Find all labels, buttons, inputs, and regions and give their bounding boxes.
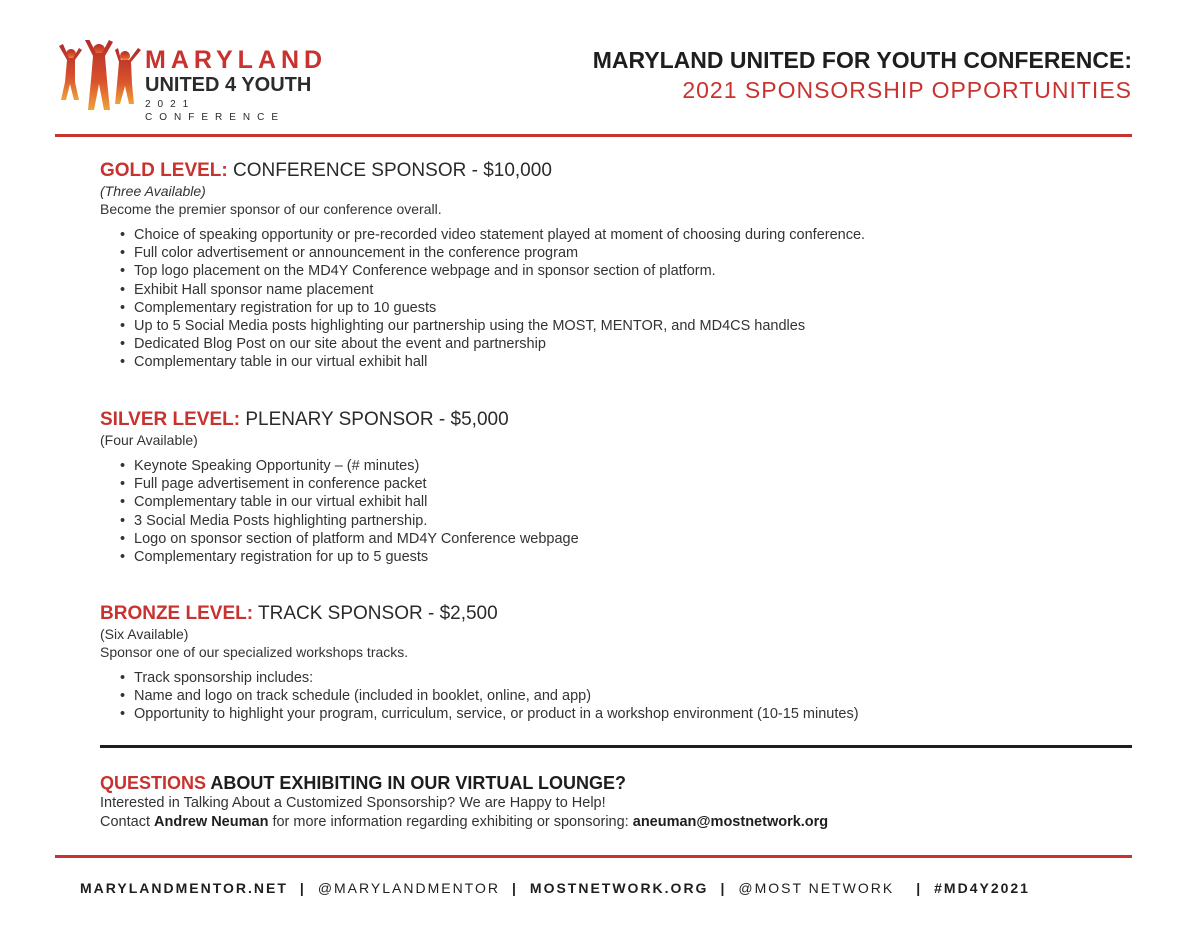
- gold-level-name: CONFERENCE SPONSOR - $10,000: [233, 160, 552, 181]
- gold-availability: (Three Available): [100, 183, 206, 199]
- list-item: • Opportunity to highlight your program, curriculum, service, or product in a workshop environment (10-15 minutes): [120, 705, 1140, 723]
- list-item: • Complementary table in our virtual exhibit hall: [120, 493, 1140, 511]
- bronze-description: Sponsor one of our specialized workshops tracks.: [100, 644, 409, 660]
- footer: [80, 880, 1030, 896]
- footer-handle-most-network[interactable]: @MOST NETWORK: [738, 880, 895, 896]
- contact-name: Andrew Neuman: [154, 814, 269, 830]
- list-item: • Top logo placement on the MD4Y Conference webpage and in sponsor section of platform.: [120, 262, 1140, 280]
- logo-line-united: UNITED 4 YOUTH: [145, 74, 312, 96]
- list-item: • Complementary registration for up to 10 guests: [120, 299, 1140, 317]
- list-item: • Full page advertisement in conference packet: [120, 475, 1140, 493]
- contact-email-link[interactable]: aneuman@mostnetwork.org: [632, 814, 829, 830]
- list-item: • Choice of speaking opportunity or pre-recorded video statement played at moment of choosing during conference.: [120, 226, 1140, 244]
- list-item: • Full color advertisement or announcement in the conference program: [120, 244, 1140, 262]
- footer-separator: |: [299, 880, 306, 896]
- bronze-level-label: BRONZE LEVEL:: [100, 603, 254, 624]
- bottom-divider: [55, 855, 1132, 858]
- gold-description: Become the premier sponsor of our conference overall.: [100, 201, 442, 217]
- footer-separator: |: [511, 880, 518, 896]
- jumping-figures-logo-icon: [55, 40, 143, 115]
- questions-heading-rest: ABOUT EXHIBITING IN OUR VIRTUAL LOUNGE?: [210, 773, 627, 793]
- bronze-benefits-list: [100, 669, 1140, 724]
- logo-line-conference: 2021 CONFERENCE: [145, 99, 286, 123]
- bronze-level-heading: [100, 603, 1140, 625]
- silver-level-heading: [100, 409, 1140, 431]
- page-header: [593, 45, 1132, 105]
- footer-separator: |: [916, 880, 923, 896]
- silver-level-label: SILVER LEVEL:: [100, 409, 241, 430]
- top-divider: [55, 134, 1132, 137]
- list-item: • Up to 5 Social Media posts highlighting our partnership using the MOST, MENTOR, and MD4CS handles: [120, 317, 1140, 335]
- footer-handle-marylandmentor[interactable]: @MARYLANDMENTOR: [317, 880, 500, 896]
- page-title: MARYLAND UNITED FOR YOUTH CONFERENCE:: [592, 47, 1132, 73]
- list-item: • 3 Social Media Posts highlighting partnership.: [120, 512, 1140, 530]
- contact-line: [100, 813, 1140, 832]
- list-item: • Complementary registration for up to 5 guests: [120, 548, 1140, 566]
- questions-heading: [100, 772, 1140, 794]
- conference-logo: [55, 40, 345, 123]
- questions-intro: Interested in Talking About a Customized Sponsorship? We are Happy to Help!: [100, 795, 606, 811]
- silver-level-section: [100, 409, 1140, 566]
- silver-benefits-list: [100, 457, 1140, 566]
- silver-level-name: PLENARY SPONSOR - $5,000: [245, 409, 509, 430]
- page-subtitle: 2021 SPONSORSHIP OPPORTUNITIES: [682, 77, 1132, 103]
- gold-benefits-list: [100, 226, 1140, 372]
- list-item: • Logo on sponsor section of platform and MD4Y Conference webpage: [120, 530, 1140, 548]
- footer-link-marylandmentor[interactable]: MARYLANDMENTOR.NET: [80, 880, 288, 896]
- bronze-level-name: TRACK SPONSOR - $2,500: [258, 603, 498, 624]
- bronze-availability: (Six Available): [100, 626, 189, 642]
- silver-availability: (Four Available): [100, 432, 198, 448]
- footer-separator: |: [720, 880, 727, 896]
- gold-level-heading: [100, 160, 1140, 182]
- bronze-level-section: [100, 603, 1140, 724]
- list-item: • Exhibit Hall sponsor name placement: [120, 281, 1140, 299]
- gold-level-section: [100, 160, 1140, 372]
- list-item: • Complementary table in our virtual exhibit hall: [120, 353, 1140, 371]
- questions-divider: [100, 745, 1132, 748]
- contact-text: for more information regarding exhibiting or sponsoring:: [272, 814, 629, 830]
- list-item: • Name and logo on track schedule (included in booklet, online, and app): [120, 687, 1140, 705]
- logo-line-maryland: MARYLAND: [145, 46, 328, 74]
- list-item: • Track sponsorship includes:: [120, 669, 1140, 687]
- questions-section: [100, 772, 1140, 832]
- list-item: • Keynote Speaking Opportunity – (# minutes): [120, 457, 1140, 475]
- contact-prefix: Contact: [100, 814, 150, 830]
- footer-hashtag[interactable]: #MD4Y2021: [934, 880, 1030, 896]
- gold-level-label: GOLD LEVEL:: [100, 160, 228, 181]
- questions-heading-highlight: QUESTIONS: [100, 773, 207, 793]
- list-item: • Dedicated Blog Post on our site about the event and partnership: [120, 335, 1140, 353]
- footer-link-mostnetwork[interactable]: MOSTNETWORK.ORG: [529, 880, 709, 896]
